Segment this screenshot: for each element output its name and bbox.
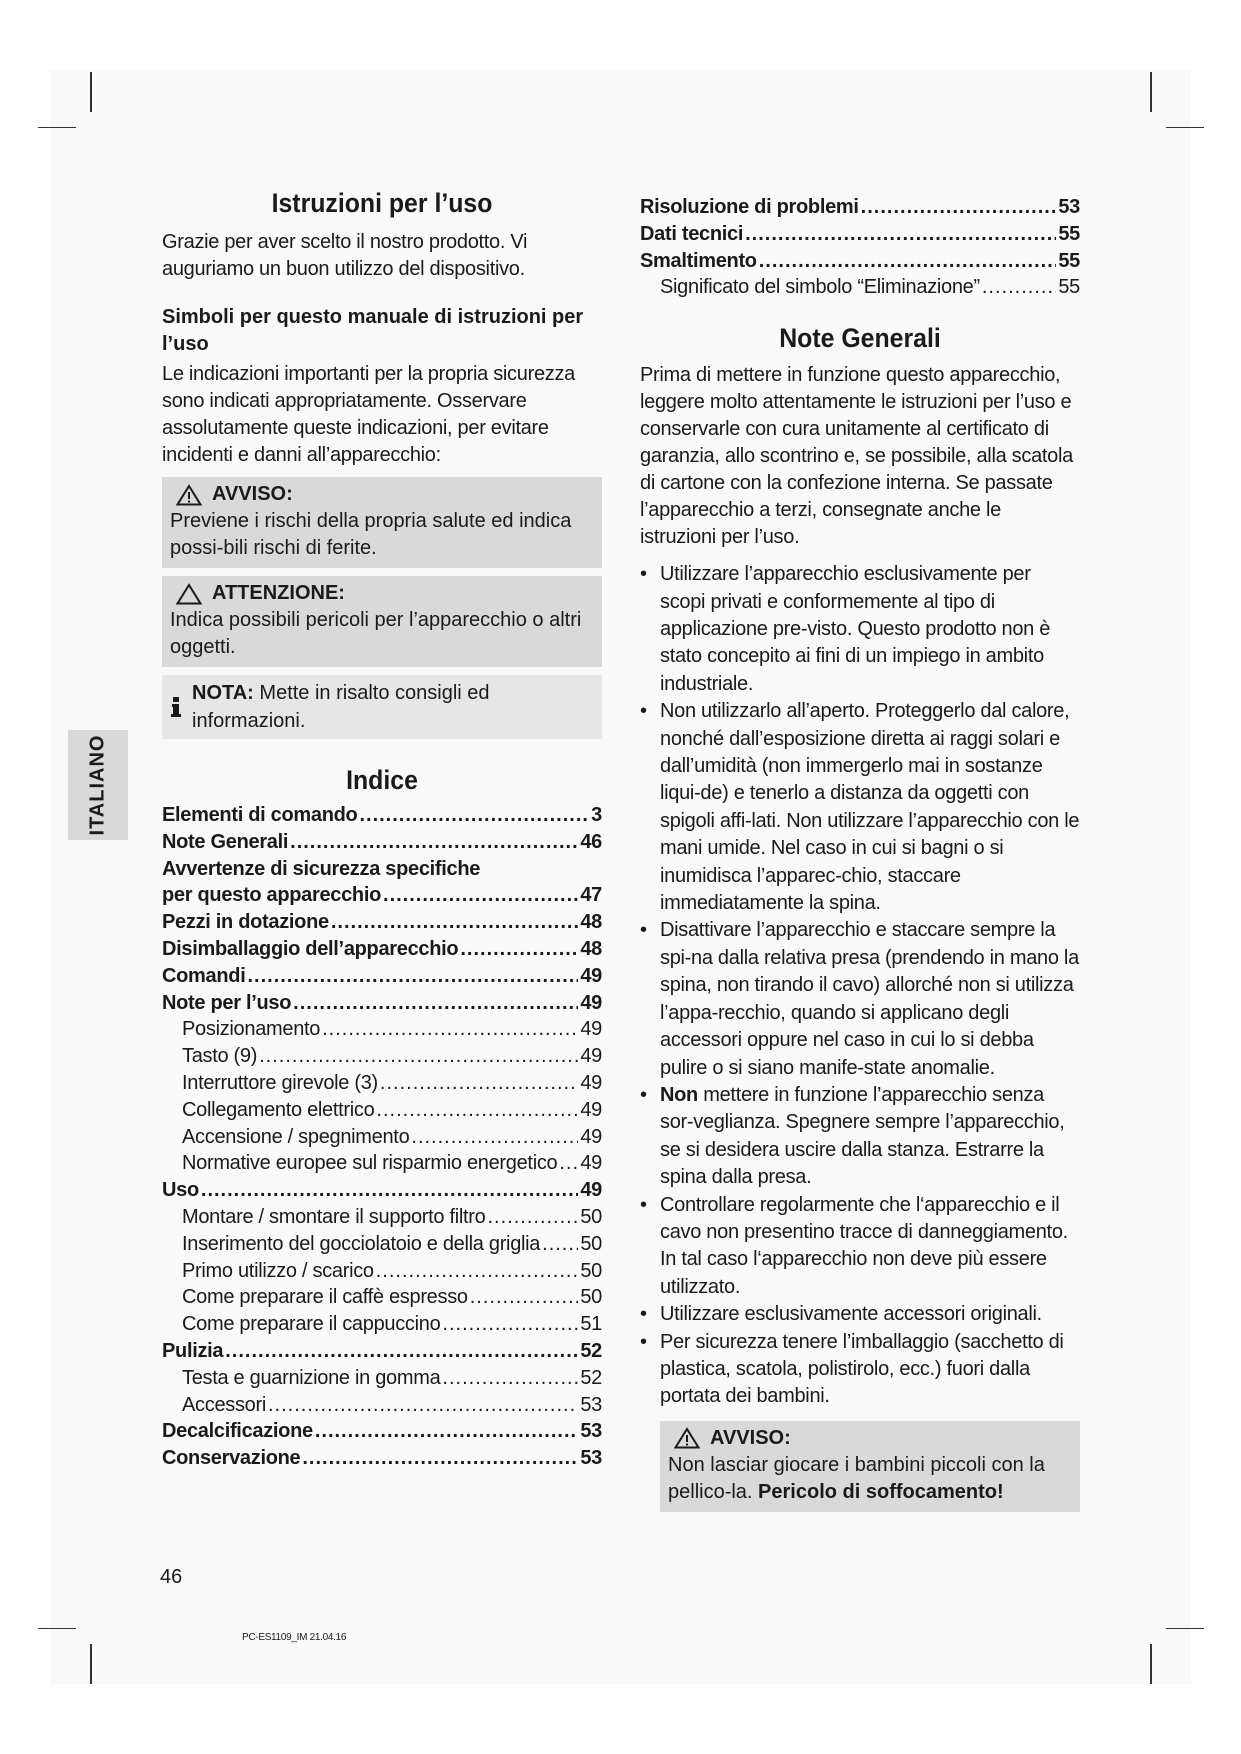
- toc-entry: [162, 1365, 602, 1392]
- toc-entry-page: 49: [580, 1152, 602, 1175]
- crop-mark: [90, 1644, 92, 1684]
- toc-entry-page: 49: [580, 1179, 602, 1202]
- safety-list: [640, 561, 1080, 1411]
- language-tab-label: ITALIANO: [86, 734, 109, 836]
- warning-text-right-body: Non lasciar giocare i bambini piccoli con la pellico-la.: [668, 1453, 1045, 1503]
- toc-leader-dots: [745, 221, 1056, 248]
- general-notes-text: Prima di mettere in funzione questo apparecchio, leggere molto attentamente le istruzioni per l’uso e conservarle con cura unitamente al certificato di garanzia, allo scontrino e, se possibile, alla scatola di cartone con la confezione interna. Se passate l’apparecchio a terzi, consegnate anche le istruzioni per l’uso.: [640, 364, 1073, 549]
- toc-entry: [162, 936, 602, 963]
- intro-text: Grazie per aver scelto il nostro prodotto. Vi auguriamo un buon utilizzo del dispositivo.: [162, 231, 528, 280]
- toc-leader-dots: [982, 274, 1056, 301]
- toc-entry-label: Interruttore girevole (3): [182, 1071, 378, 1094]
- crop-mark: [38, 127, 76, 128]
- toc-entry-page: 49: [580, 1045, 602, 1068]
- toc-entry-label: Primo utilizzo / scarico: [182, 1259, 374, 1282]
- toc-leader-dots: [302, 1445, 578, 1472]
- right-column: [640, 194, 1080, 1512]
- toc-entry: [162, 1016, 602, 1043]
- toc-entry: [162, 1177, 602, 1204]
- warning-title-right: [674, 1425, 1072, 1452]
- toc-entry-page: 51: [580, 1313, 602, 1336]
- toc-entry-page: 55: [1058, 249, 1080, 272]
- list-item: • Non utilizzarlo all’aperto. Proteggerlo dal calore, nonché dall’esposizione diretta ai raggi solari e dall’umidità (non immergerlo mai in sostanze liqui-de) e tenerlo a distanza da oggetti con spigoli affi-lati. Non utilizzare l’apparecchio con le mani umide. Nel caso in cui si bagni o si inumidisca l’apparec-chio, staccare immediatamente la spina.: [640, 698, 1080, 917]
- toc-entry-label: Come preparare il cappuccino: [182, 1313, 441, 1336]
- table-of-contents: [162, 802, 602, 1472]
- list-item: • Utilizzare l’apparecchio esclusivamente per scopi privati e conformemente al tipo di applicazione pre-visto. Questo prodotto non è stato concepito ai fini di un impiego in ambito industriale.: [640, 561, 1080, 698]
- toc-entry-page: 53: [580, 1393, 602, 1416]
- toc-entry: [162, 882, 602, 909]
- toc-leader-dots: [442, 1365, 578, 1392]
- toc-entry-page: 50: [580, 1205, 602, 1228]
- warning-text: Previene i rischi della propria salute ed indica possi-bili rischi di ferite.: [170, 510, 572, 559]
- caution-title: [176, 580, 594, 607]
- symbols-heading: Simboli per questo manuale di istruzioni per l’uso: [162, 306, 584, 355]
- toc-entry-label: Montare / smontare il supporto filtro: [182, 1205, 486, 1228]
- list-item-emphasis: Non: [660, 1083, 698, 1106]
- toc-entry: [640, 248, 1080, 275]
- toc-entry-label: Normative europee sul risparmio energetico: [182, 1152, 558, 1175]
- toc-entry-label: Smaltimento: [640, 249, 757, 272]
- toc-entry-label: Uso: [162, 1179, 199, 1202]
- toc-leader-dots: [759, 248, 1057, 275]
- crop-mark: [90, 72, 92, 112]
- table-of-contents-continued: [640, 194, 1080, 301]
- toc-entry: [162, 1070, 602, 1097]
- crop-mark: [1166, 1628, 1204, 1629]
- list-item-text: mettere in funzione l’apparecchio senza sor-veglianza. Spegnere sempre l’apparecchio, se si desidera uscire dalla stanza. Estrarre la spina dalla presa.: [660, 1083, 1065, 1189]
- symbols-text: Le indicazioni importanti per la propria sicurezza sono indicati appropriatamente. Osservare assolutamente queste indicazioni, per evitare incidenti e danni all’apparecchio:: [162, 363, 575, 466]
- toc-entry-page: 55: [1058, 276, 1080, 299]
- left-column: [162, 188, 602, 1472]
- toc-leader-dots: [225, 1338, 578, 1365]
- crop-mark: [1150, 1644, 1152, 1684]
- index-title: Indice: [346, 765, 418, 795]
- warning-box-right: [660, 1421, 1080, 1512]
- toc-entry: [162, 1284, 602, 1311]
- toc-entry-page: 50: [580, 1232, 602, 1255]
- toc-entry: [162, 829, 602, 856]
- toc-entry-label: per questo apparecchio: [162, 884, 382, 907]
- toc-entry: [162, 1097, 602, 1124]
- warning-text-right-bold: Pericolo di soffocamento!: [758, 1480, 1004, 1503]
- toc-entry: [162, 1392, 602, 1419]
- crop-mark: [38, 1628, 76, 1629]
- toc-leader-dots: [376, 1258, 579, 1285]
- toc-leader-dots: [460, 936, 578, 963]
- toc-leader-dots: [293, 990, 578, 1017]
- toc-entry: [162, 1445, 602, 1472]
- toc-entry-label: Note Generali: [162, 830, 289, 853]
- warning-triangle-icon: [674, 1427, 700, 1449]
- toc-leader-dots: [268, 1392, 578, 1419]
- toc-leader-dots: [411, 1124, 578, 1151]
- toc-leader-dots: [331, 909, 579, 936]
- toc-entry-page: 53: [580, 1447, 602, 1470]
- toc-entry-page: 49: [580, 964, 602, 987]
- toc-leader-dots: [259, 1043, 578, 1070]
- toc-entry: [640, 194, 1080, 221]
- toc-entry-page: 49: [580, 991, 602, 1014]
- toc-entry: [162, 1150, 602, 1177]
- toc-entry-label: Testa e guarnizione in gomma: [182, 1366, 441, 1389]
- toc-leader-dots: [201, 1177, 578, 1204]
- toc-entry-label: Pezzi in dotazione: [162, 911, 329, 934]
- toc-leader-dots: [376, 1097, 578, 1124]
- note-box: [162, 675, 602, 739]
- list-item: • Per sicurezza tenere l’imballaggio (sacchetto di plastica, scatola, polistirolo, ecc.) fuori dalla portata dei bambini.: [640, 1329, 1080, 1411]
- toc-entry-label: Conservazione: [162, 1447, 301, 1470]
- toc-entry: [162, 1418, 602, 1445]
- toc-entry: [640, 274, 1080, 301]
- toc-entry: [162, 1231, 602, 1258]
- toc-entry-label: Elementi di comando: [162, 804, 358, 826]
- toc-entry-page: 49: [580, 1125, 602, 1148]
- toc-entry-label: Posizionamento: [182, 1018, 321, 1041]
- toc-entry: [162, 1204, 602, 1231]
- warning-title-label: AVVISO:: [212, 483, 293, 505]
- crop-mark: [1150, 72, 1152, 112]
- toc-entry-page: 3: [591, 804, 602, 826]
- general-notes-title: Note Generali: [779, 323, 941, 354]
- toc-entry: [162, 802, 602, 829]
- list-item: • Disattivare l’apparecchio e staccare sempre la spi-na dalla relativa presa (prendendo in mano la spina, non tirando il cavo) allorché non si utilizza l’appa-recchio, quando si applicano degli accessori oppure nel caso in cui lo si debba pulire o si siano manife-state anomalie.: [640, 917, 1080, 1081]
- toc-entry: [162, 909, 602, 936]
- toc-leader-dots: [559, 1150, 578, 1177]
- toc-entry: [162, 1338, 602, 1365]
- toc-entry: [640, 221, 1080, 248]
- toc-entry-page: 50: [580, 1259, 602, 1282]
- toc-leader-dots: [542, 1231, 578, 1258]
- toc-entry-page: 53: [1058, 196, 1080, 218]
- warning-title: [176, 481, 594, 508]
- toc-entry-label: Disimballaggio dell’apparecchio: [162, 937, 459, 960]
- toc-entry-label: Significato del simbolo “Eliminazione”: [660, 276, 980, 299]
- toc-entry-label: Note per l’uso: [162, 991, 292, 1014]
- toc-entry-label: Avvertenze di sicurezza specifiche: [162, 857, 481, 880]
- toc-entry-page: 48: [580, 911, 602, 934]
- toc-entry: [162, 1311, 602, 1338]
- toc-leader-dots: [315, 1418, 579, 1445]
- toc-entry-label: Pulizia: [162, 1339, 224, 1362]
- warning-box: [162, 477, 602, 568]
- caution-triangle-icon: [176, 583, 202, 605]
- toc-entry-page: 50: [580, 1286, 602, 1309]
- toc-entry-label: Come preparare il caffè espresso: [182, 1286, 468, 1309]
- crop-mark: [1166, 127, 1204, 128]
- toc-entry: [162, 963, 602, 990]
- toc-entry-label: Accensione / spegnimento: [182, 1125, 410, 1148]
- toc-entry-page: 49: [580, 1018, 602, 1041]
- toc-leader-dots: [861, 194, 1057, 221]
- toc-leader-dots: [290, 829, 578, 856]
- toc-entry: [162, 1258, 602, 1285]
- toc-leader-dots: [359, 802, 589, 829]
- toc-entry-label: Tasto (9): [182, 1045, 258, 1068]
- toc-leader-dots: [470, 1284, 579, 1311]
- toc-entry: [162, 990, 602, 1017]
- page-title: Istruzioni per l’uso: [271, 188, 493, 218]
- toc-entry-page: 46: [580, 830, 602, 853]
- list-item: [640, 1082, 1080, 1192]
- toc-entry: [162, 856, 602, 883]
- list-item: • Controllare regolarmente che l‘apparecchio e il cavo non presentino tracce di danneggiamento. In tal caso l‘apparecchio non deve più essere utilizzato.: [640, 1192, 1080, 1302]
- toc-entry-page: 53: [580, 1420, 602, 1443]
- toc-entry-label: Comandi: [162, 964, 246, 987]
- toc-entry-label: Inserimento del gocciolatoio e della griglia: [182, 1232, 541, 1255]
- toc-entry-label: Decalcificazione: [162, 1420, 313, 1443]
- caution-box: [162, 576, 602, 667]
- toc-entry: [162, 1124, 602, 1151]
- toc-entry-page: 49: [580, 1071, 602, 1094]
- warning-triangle-icon: [176, 484, 202, 506]
- caution-title-label: ATTENZIONE:: [212, 582, 345, 604]
- note-label: NOTA:: [192, 682, 254, 704]
- toc-leader-dots: [247, 963, 578, 990]
- toc-leader-dots: [380, 1070, 578, 1097]
- toc-leader-dots: [322, 1016, 578, 1043]
- toc-entry-page: 49: [580, 1098, 602, 1121]
- toc-leader-dots: [383, 882, 578, 909]
- warning-text-right: [668, 1452, 1072, 1506]
- note-text: Mette in risalto consigli ed informazioni.: [192, 682, 490, 732]
- toc-entry-label: Accessori: [182, 1393, 266, 1416]
- toc-entry-label: Dati tecnici: [640, 222, 744, 245]
- toc-entry-page: 48: [580, 937, 602, 960]
- page-number: 46: [160, 1566, 183, 1588]
- warning-title-right-label: AVVISO:: [710, 1426, 791, 1449]
- toc-leader-dots: [442, 1311, 578, 1338]
- toc-leader-dots: [487, 1204, 578, 1231]
- toc-entry-page: 47: [580, 884, 602, 907]
- toc-entry-page: 52: [580, 1366, 602, 1389]
- info-icon: [170, 697, 182, 717]
- toc-entry-label: Risoluzione di problemi: [640, 196, 859, 218]
- footer-code: PC-ES1109_IM 21.04.16: [242, 1632, 347, 1643]
- toc-entry-label: Collegamento elettrico: [182, 1098, 375, 1121]
- list-item: • Utilizzare esclusivamente accessori originali.: [640, 1301, 1080, 1328]
- toc-entry: [162, 1043, 602, 1070]
- caution-text: Indica possibili pericoli per l’apparecchio o altri oggetti.: [170, 609, 582, 658]
- toc-entry-page: 55: [1058, 222, 1080, 245]
- toc-entry-page: 52: [580, 1339, 602, 1362]
